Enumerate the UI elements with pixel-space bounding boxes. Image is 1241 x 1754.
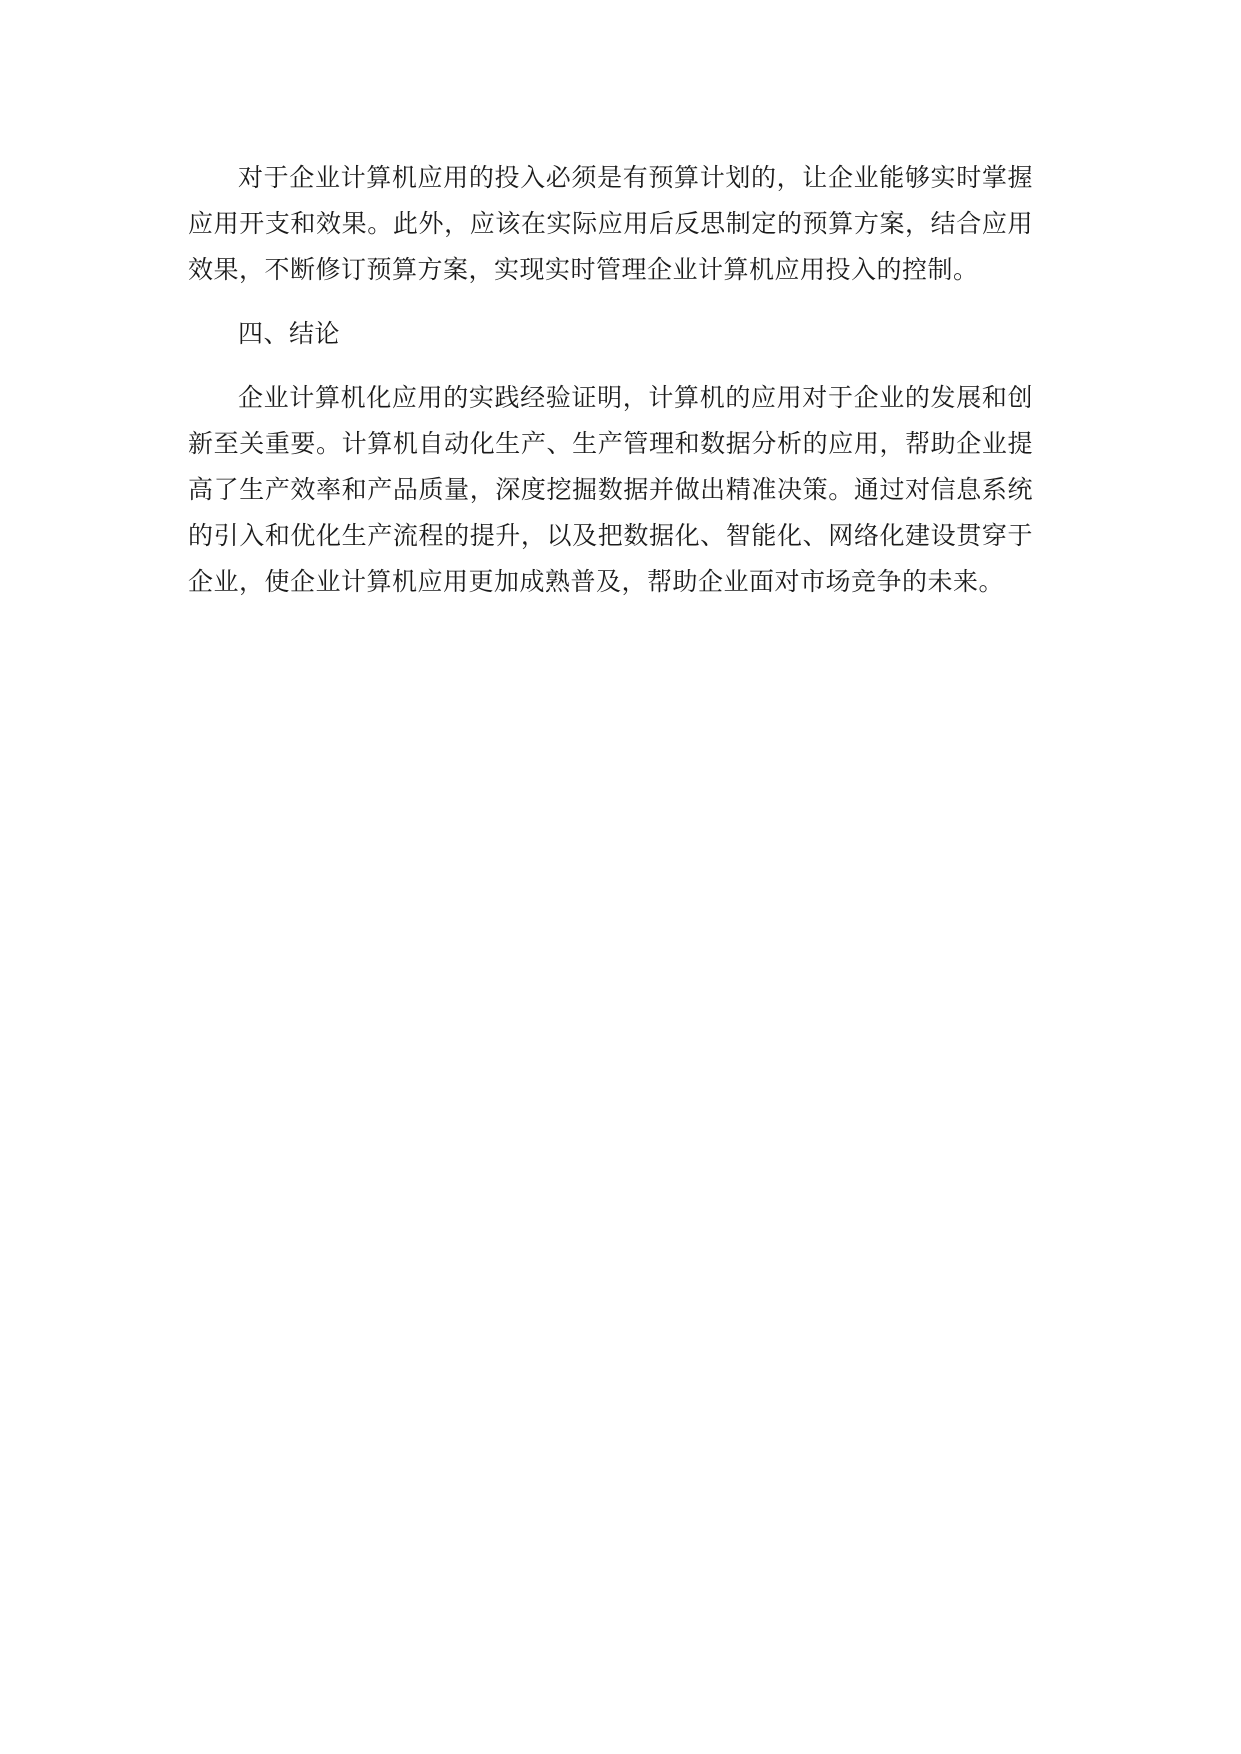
paragraph-budget-control: 对于企业计算机应用的投入必须是有预算计划的，让企业能够实时掌握应用开支和效果。此外，应该在实际应用后反思制定的预算方案，结合应用效果，不断修订预算方案，实现实时管理企业计算机应用投入的控制。 [188, 163, 1033, 284]
document-page [188, 155, 1033, 605]
paragraph-conclusion: 企业计算机化应用的实践经验证明，计算机的应用对于企业的发展和创新至关重要。计算机自动化生产、生产管理和数据分析的应用，帮助企业提高了生产效率和产品质量，深度挖掘数据并做出精准决策。通过对信息系统的引入和优化生产流程的提升，以及把数据化、智能化、网络化建设贯穿于企业，使企业计算机应用更加成熟普及，帮助企业面对市场竞争的未来。 [188, 383, 1033, 596]
section-heading-conclusion: 四、结论 [238, 319, 341, 348]
